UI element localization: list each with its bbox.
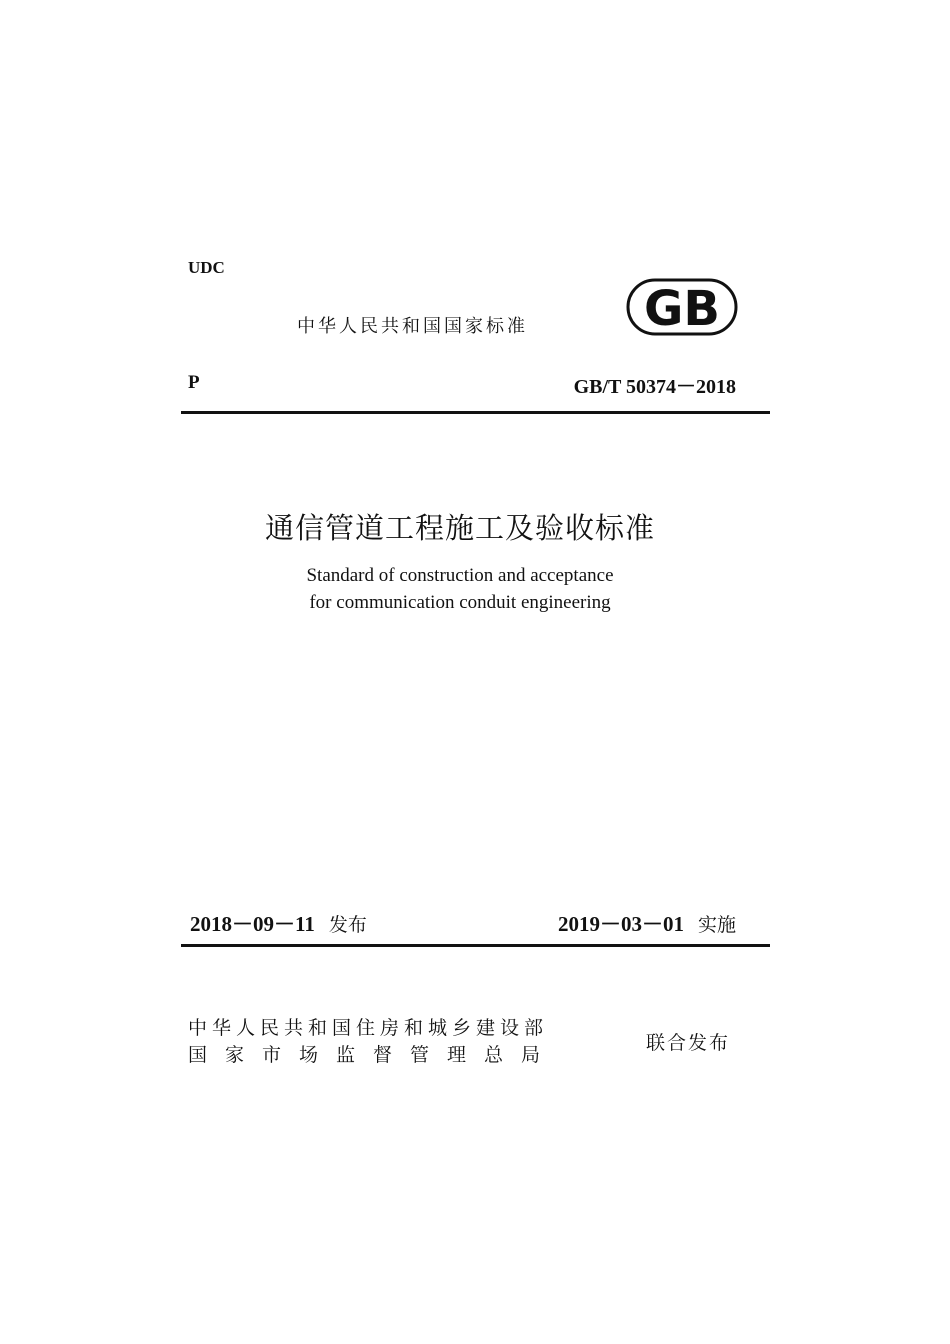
- implement-label: 实施: [697, 914, 736, 936]
- bottom-divider: [181, 944, 770, 947]
- top-divider: [181, 411, 770, 414]
- gb-logo-icon: [626, 278, 738, 336]
- implement-date-block: [558, 908, 736, 938]
- issuers-block: [188, 1015, 616, 1069]
- classification-code: P: [188, 372, 200, 393]
- standard-number: GB/T 50374－2018: [573, 376, 736, 398]
- title-english-line1: Standard of construction and acceptance: [306, 565, 614, 586]
- title-english-line2: for communication conduit engineering: [309, 592, 611, 613]
- jointly-issued-label: 联合发布: [646, 1032, 731, 1054]
- implement-date: 2019－03－01: [557, 912, 684, 936]
- issue-date: 2018－09－11: [190, 912, 315, 936]
- issuer-samr: 国家市场监督管理总局: [188, 1044, 559, 1066]
- issue-label: 发布: [328, 914, 367, 936]
- national-standard-label: 中华人民共和国国家标准: [297, 316, 528, 337]
- issuer-ministry: 中华人民共和国住房和城乡建设部: [188, 1017, 549, 1039]
- svg-text:GB: GB: [644, 281, 720, 336]
- title-chinese: 通信管道工程施工及验收标准: [264, 511, 655, 545]
- issue-date-block: [190, 908, 367, 938]
- udc-label: UDC: [188, 258, 225, 277]
